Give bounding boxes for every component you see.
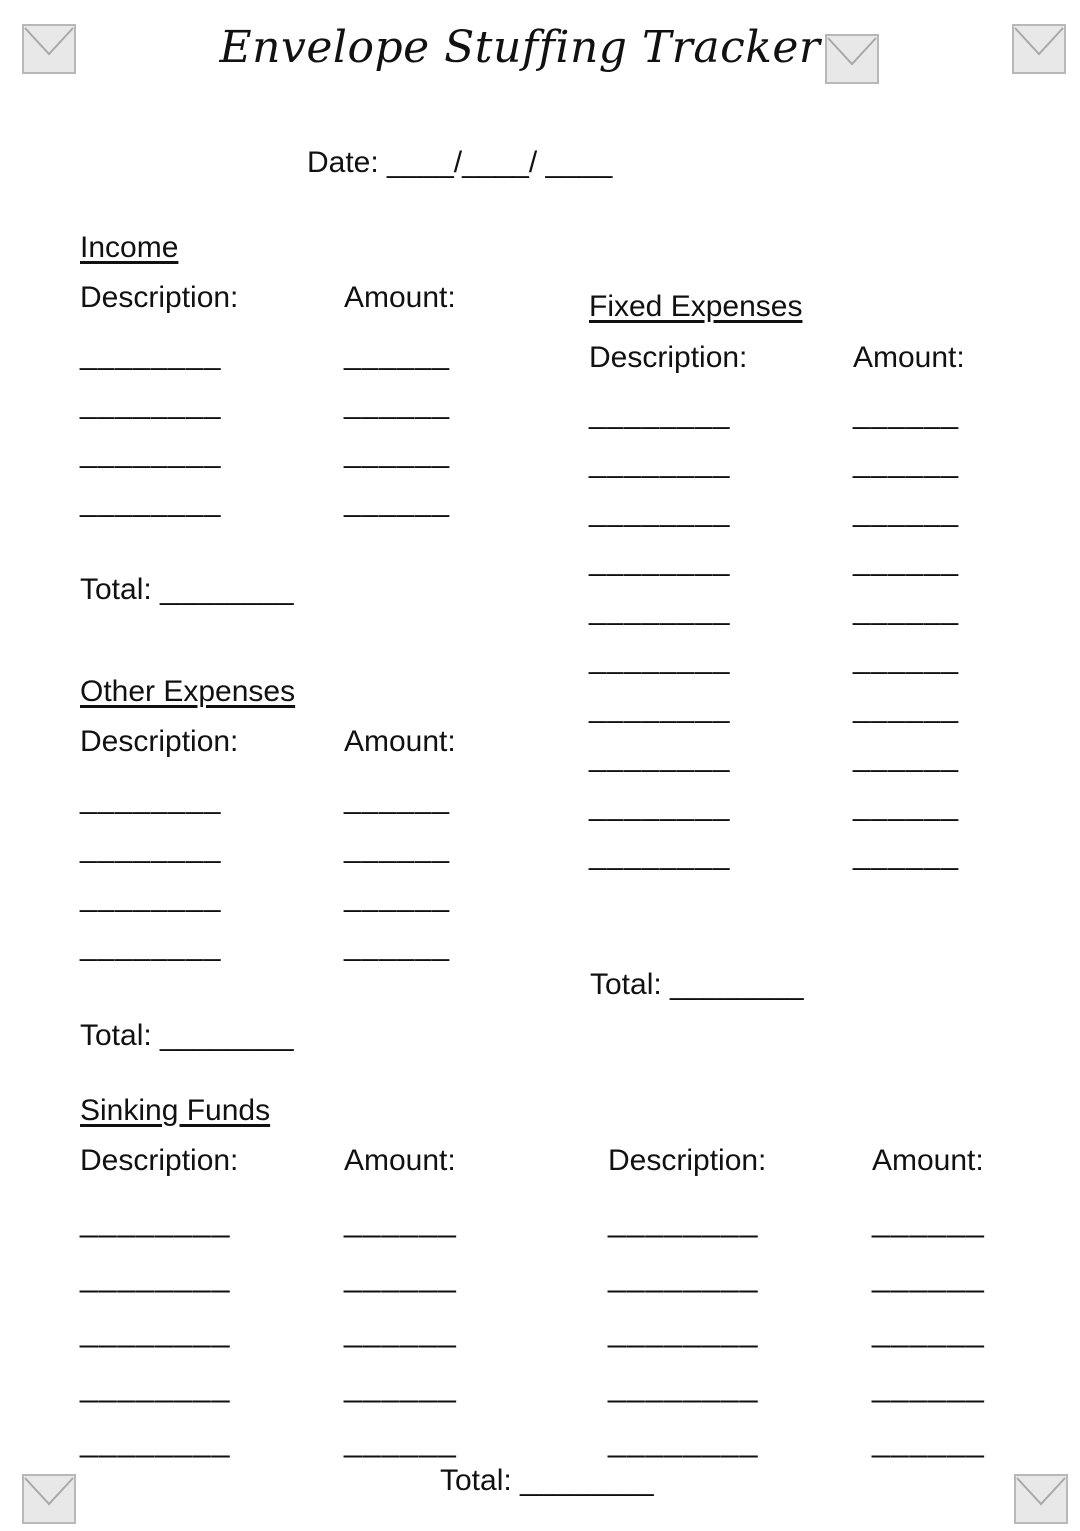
- fixed-expenses-description-blank: ________: [589, 593, 731, 626]
- date-line: Date: ____/____/ ____: [307, 146, 613, 179]
- envelope-icon: [1014, 1474, 1068, 1524]
- other-expenses-description-blank: ________: [80, 782, 222, 815]
- sinking-funds-amount-blank: ______: [872, 1312, 985, 1348]
- sinking-funds-description-blank: ________: [608, 1202, 759, 1238]
- other-expenses-description-blank: ________: [80, 831, 222, 864]
- fixed-expenses-amount-blank: ______: [853, 642, 960, 675]
- income-amount-blank: ______: [344, 387, 451, 420]
- fixed-expenses-amount-blank: ______: [853, 789, 960, 822]
- fixed-expenses-description-blank: ________: [589, 495, 731, 528]
- fixed-expenses-amount-blank: ______: [853, 446, 960, 479]
- sinking-funds-description-blank: ________: [80, 1367, 231, 1403]
- sinking-funds-total: Total: ________: [440, 1464, 654, 1497]
- fixed-expenses-description-blank: ________: [589, 642, 731, 675]
- sinking-funds-amount-blank: ______: [344, 1422, 457, 1458]
- income-amount-blank: ______: [344, 338, 451, 371]
- other-expenses-description-blank: ________: [80, 880, 222, 913]
- sinking-funds-description-blank: ________: [608, 1367, 759, 1403]
- sinking-funds-description-blank: ________: [80, 1312, 231, 1348]
- sinking-funds-amount-blank: ______: [872, 1422, 985, 1458]
- sinking-funds-description-blank: ________: [608, 1422, 759, 1458]
- sinking-funds-description-blank: ________: [608, 1257, 759, 1293]
- sinking-funds-amount-blank: ______: [872, 1257, 985, 1293]
- sinking-funds-description-blank: ________: [80, 1257, 231, 1293]
- fixed-expenses-description-blank: ________: [589, 446, 731, 479]
- other-expenses-amount-blank: ______: [344, 880, 451, 913]
- fixed-expenses-amount-blank: ______: [853, 397, 960, 430]
- income-description-blank: ________: [80, 338, 222, 371]
- fixed-expenses-amount-blank: ______: [853, 495, 960, 528]
- sinking-funds-amount-blank: ______: [344, 1312, 457, 1348]
- envelope-icon: [22, 1474, 76, 1524]
- fixed-expenses-description-blank: ________: [589, 691, 731, 724]
- sinking-funds-amount-label-2: Amount:: [872, 1144, 984, 1177]
- other-expenses-description-label: Description:: [80, 725, 239, 758]
- other-expenses-amount-label: Amount:: [344, 725, 456, 758]
- income-total: Total: ________: [80, 573, 294, 606]
- sinking-funds-description-label-2: Description:: [608, 1144, 767, 1177]
- sinking-funds-amount-blank: ______: [872, 1367, 985, 1403]
- fixed-expenses-total: Total: ________: [590, 968, 804, 1001]
- sinking-funds-description-blank: ________: [80, 1422, 231, 1458]
- sinking-funds-amount-label: Amount:: [344, 1144, 456, 1177]
- other-expenses-total: Total: ________: [80, 1019, 294, 1052]
- fixed-expenses-description-blank: ________: [589, 838, 731, 871]
- fixed-expenses-description-blank: ________: [589, 740, 731, 773]
- fixed-expenses-description-blank: ________: [589, 544, 731, 577]
- other-expenses-amount-blank: ______: [344, 929, 451, 962]
- other-expenses-heading: Other Expenses: [80, 675, 296, 708]
- fixed-expenses-amount-blank: ______: [853, 593, 960, 626]
- sinking-funds-description-label: Description:: [80, 1144, 239, 1177]
- fixed-expenses-description-blank: ________: [589, 789, 731, 822]
- income-amount-label: Amount:: [344, 281, 456, 314]
- income-heading: Income: [80, 231, 179, 264]
- sinking-funds-amount-blank: ______: [344, 1257, 457, 1293]
- sinking-funds-amount-blank: ______: [344, 1367, 457, 1403]
- fixed-expenses-description-blank: ________: [589, 397, 731, 430]
- other-expenses-description-blank: ________: [80, 929, 222, 962]
- fixed-expenses-heading: Fixed Expenses: [589, 290, 803, 323]
- income-amount-blank: ______: [344, 436, 451, 469]
- sinking-funds-heading: Sinking Funds: [80, 1094, 271, 1127]
- income-amount-blank: ______: [344, 485, 451, 518]
- income-description-label: Description:: [80, 281, 239, 314]
- fixed-expenses-amount-blank: ______: [853, 544, 960, 577]
- fixed-expenses-amount-blank: ______: [853, 691, 960, 724]
- sinking-funds-amount-blank: ______: [872, 1202, 985, 1238]
- income-description-blank: ________: [80, 436, 222, 469]
- income-description-blank: ________: [80, 387, 222, 420]
- sinking-funds-amount-blank: ______: [344, 1202, 457, 1238]
- other-expenses-amount-blank: ______: [344, 831, 451, 864]
- sinking-funds-description-blank: ________: [608, 1312, 759, 1348]
- income-description-blank: ________: [80, 485, 222, 518]
- sinking-funds-description-blank: ________: [80, 1202, 231, 1238]
- other-expenses-amount-blank: ______: [344, 782, 451, 815]
- fixed-expenses-amount-blank: ______: [853, 838, 960, 871]
- fixed-expenses-amount-label: Amount:: [853, 341, 965, 374]
- fixed-expenses-description-label: Description:: [589, 341, 748, 374]
- page-title: Envelope Stuffing Tracker: [219, 22, 821, 73]
- fixed-expenses-amount-blank: ______: [853, 740, 960, 773]
